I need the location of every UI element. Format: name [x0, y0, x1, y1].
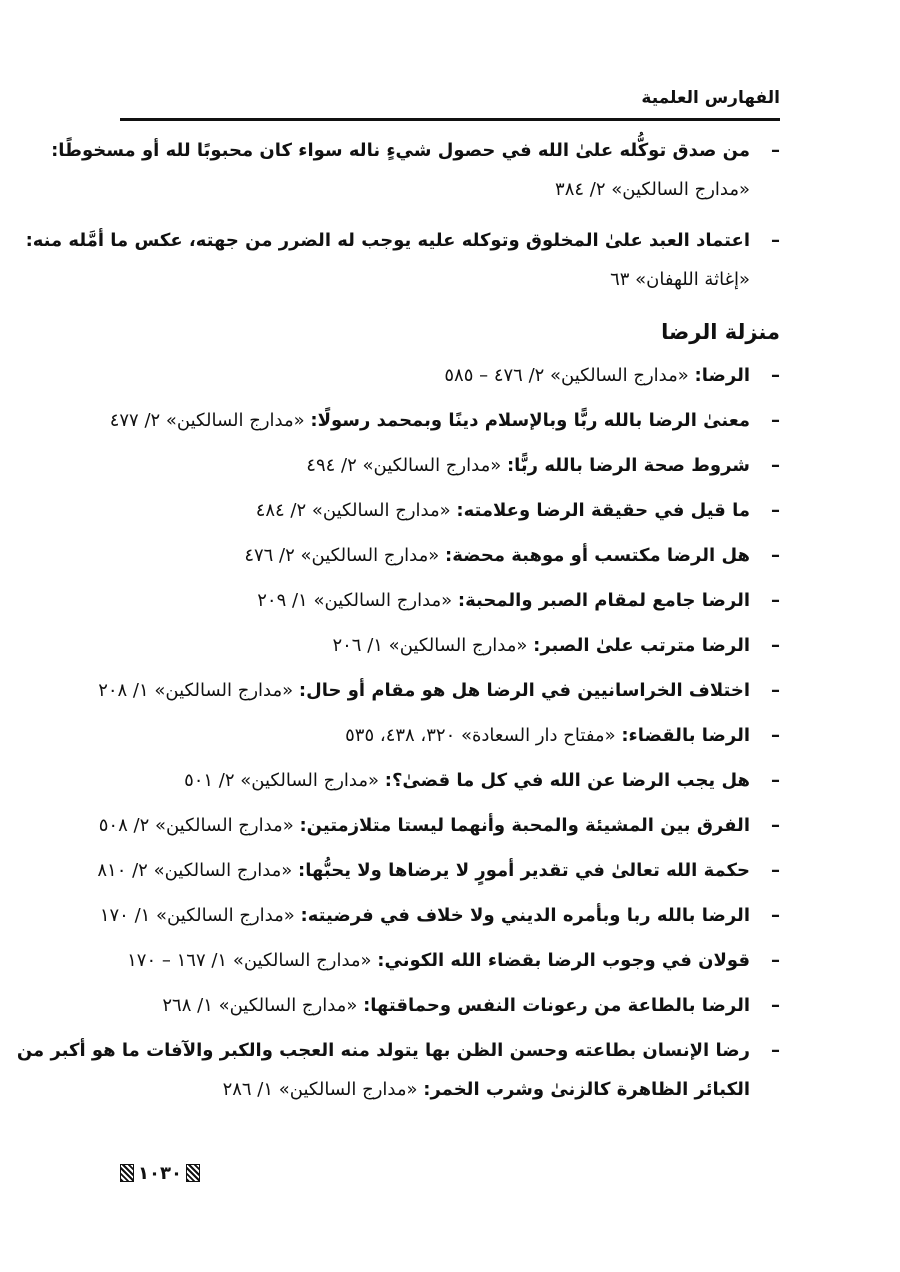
- index-content: [16, 140, 780, 1130]
- entry-dash: –: [771, 815, 780, 836]
- index-entry: [25, 230, 780, 320]
- entry-reference: «مدارج السالكين» ٢/ ٨١٠: [97, 860, 293, 881]
- index-entry: [120, 995, 780, 1040]
- entry-dash: –: [771, 905, 780, 926]
- entry-dash: –: [771, 545, 780, 566]
- entry-dash: –: [771, 140, 780, 161]
- entry-topic-continued: الكبائر الظاهرة كالزنىٰ وشرب الخمر:: [423, 1079, 750, 1100]
- entry-topic: هل الرضا مكتسب أو موهبة محضة:: [445, 545, 750, 566]
- entry-dash: –: [771, 455, 780, 476]
- entry-dash: –: [771, 635, 780, 656]
- entry-dash: –: [771, 950, 780, 971]
- entry-reference: «مدارج السالكين» ٢/ ٤٧٦: [244, 545, 440, 566]
- entry-topic: الرضا جامع لمقام الصبر والمحبة:: [457, 590, 750, 611]
- entry-reference: «مدارج السالكين» ٢/ ٥٠٨: [98, 815, 294, 836]
- index-entry: [120, 590, 780, 635]
- index-entry: [97, 860, 780, 905]
- entry-dash: –: [771, 365, 780, 386]
- entry-reference: «مدارج السالكين» ١/ ٢٠٩: [257, 590, 453, 611]
- entry-reference: «مدارج السالكين» ١/ ١٧٠: [99, 905, 295, 926]
- entry-body: [51, 140, 750, 200]
- index-entry: [120, 545, 780, 590]
- entry-topic: هل يجب الرضا عن الله في كل ما قضىٰ؟:: [384, 770, 750, 791]
- entry-topic: الرضا بالطاعة من رعونات النفس وحماقتها:: [363, 995, 750, 1016]
- index-entry: [120, 455, 780, 500]
- entry-topic: من صدق توكُّله علىٰ الله في حصول شيءٍ ناله سواء كان محبوبًا لله أو مسخوطًا:: [51, 140, 750, 161]
- entry-reference: «مدارج السالكين» ٢/ ٣٨٤: [555, 179, 750, 200]
- entry-topic: قولان في وجوب الرضا بقضاء الله الكوني:: [377, 950, 750, 971]
- entry-reference: «مدارج السالكين» ٢/ ٤٧٦ – ٥٨٥: [444, 365, 689, 386]
- entry-topic: الفرق بين المشيئة والمحبة وأنهما ليستا متلازمتين:: [299, 815, 750, 836]
- page-footer: [120, 1160, 200, 1186]
- entry-reference: «مدارج السالكين» ١/ ٢٦٨: [162, 995, 358, 1016]
- entry-dash: –: [771, 500, 780, 521]
- entry-dash: –: [771, 725, 780, 746]
- entry-dash: –: [771, 230, 780, 251]
- entry-topic: معنىٰ الرضا بالله ربًّا وبالإسلام دينًا وبمحمد رسولًا:: [310, 410, 750, 431]
- entry-dash: –: [771, 860, 780, 881]
- entry-dash: –: [771, 410, 780, 431]
- entry-dash: –: [771, 680, 780, 701]
- index-entry: [120, 725, 780, 770]
- entry-topic: حكمة الله تعالىٰ في تقدير أمورٍ لا يرضاها ولا يحبُّها:: [298, 860, 750, 881]
- entry-topic: ما قيل في حقيقة الرضا وعلامته:: [456, 500, 750, 521]
- entry-topic: شروط صحة الرضا بالله ربًّا:: [506, 455, 750, 476]
- entry-topic: رضا الإنسان بطاعته وحسن الظن بها يتولد منه العجب والكبر والآفات ما هو أكبر من: [16, 1040, 750, 1061]
- ornament-icon: [186, 1164, 200, 1182]
- header-title: الفهارس العلمية: [641, 88, 780, 108]
- page-number: ١٠٣٠: [138, 1162, 182, 1184]
- entry-body: [17, 1040, 750, 1100]
- index-entry: [120, 950, 780, 995]
- index-entry: [98, 680, 780, 725]
- entry-dash: –: [771, 770, 780, 791]
- section-heading: منزلة الرضا: [661, 320, 780, 344]
- index-entry: [98, 815, 780, 860]
- index-entry: [51, 140, 780, 230]
- index-entry: [120, 500, 780, 545]
- entry-body: [26, 230, 750, 290]
- entry-topic: اعتماد العبد علىٰ المخلوق وتوكله عليه يوجب له الضرر من جهته، عكس ما أمَّله منه:: [25, 230, 750, 251]
- entry-dash: –: [771, 1040, 780, 1061]
- entry-topic: الرضا بالله ربا وبأمره الديني ولا خلاف في فرضيته:: [300, 905, 750, 926]
- index-entry: [109, 410, 780, 455]
- index-entry: [16, 1040, 780, 1130]
- entry-topic: الرضا بالقضاء:: [621, 725, 750, 746]
- index-entry: [120, 365, 780, 410]
- ornament-icon: [120, 1164, 134, 1182]
- entry-topic: الرضا مترتب علىٰ الصبر:: [533, 635, 750, 656]
- entry-reference: «مدارج السالكين» ٢/ ٤٧٧: [109, 410, 305, 431]
- page-header: [120, 88, 780, 118]
- entry-reference: «مدارج السالكين» ٢/ ٤٨٤: [255, 500, 451, 521]
- entry-reference: «إغاثة اللهفان» ٦٣: [610, 269, 750, 290]
- entry-topic: اختلاف الخراسانيين في الرضا هل هو مقام أو حال:: [298, 680, 750, 701]
- header-rule: [120, 118, 780, 121]
- index-entry: [120, 635, 780, 680]
- entry-dash: –: [771, 590, 780, 611]
- entry-reference: «مدارج السالكين» ٢/ ٥٠١: [184, 770, 380, 791]
- entry-reference: «مدارج السالكين» ٢/ ٤٩٤: [306, 455, 502, 476]
- entry-dash: –: [771, 995, 780, 1016]
- entry-topic: الرضا:: [694, 365, 750, 386]
- entry-reference: «مدارج السالكين» ١/ ٢٨٦: [222, 1079, 418, 1100]
- entry-reference: «مدارج السالكين» ١/ ٢٠٦: [332, 635, 528, 656]
- index-entry: [120, 770, 780, 815]
- index-entry: [99, 905, 780, 950]
- entry-reference: «مفتاح دار السعادة» ٣٢٠، ٤٣٨، ٥٣٥: [345, 725, 616, 746]
- entry-reference: «مدارج السالكين» ١/ ١٦٧ – ١٧٠: [127, 950, 372, 971]
- entry-reference: «مدارج السالكين» ١/ ٢٠٨: [98, 680, 294, 701]
